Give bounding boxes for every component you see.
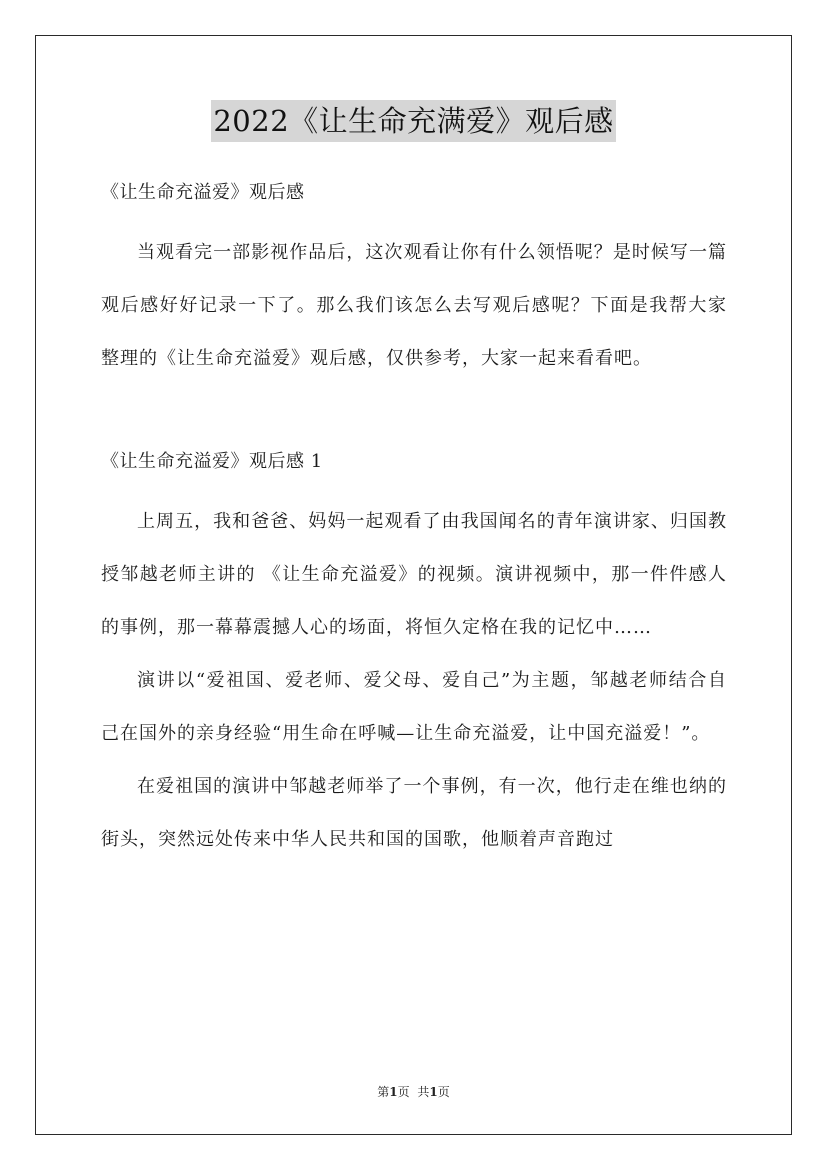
total-pages: 1 <box>429 1085 438 1099</box>
intro-paragraph: 当观看完一部影视作品后，这次观看让你有什么领悟呢？是时候写一篇观后感好好记录一下了。那么我们该怎么去写观后感呢？下面是我帮大家整理的《让生命充溢爱》观后感，仅供参考，大家一起来看看吧。 <box>101 242 727 369</box>
title-container <box>0 100 827 142</box>
body-paragraph: 演讲以“爱祖国、爱老师、爱父母、爱自己”为主题，邹越老师结合自己在国外的亲身经验“用生命在呼喊—让生命充溢爱，让中国充溢爱！”。 <box>101 670 727 744</box>
body-paragraph: 在爱祖国的演讲中邹越老师举了一个事例，有一次，他行走在维也纳的街头，突然远处传来中华人民共和国的国歌，他顺着声音跑过 <box>101 776 727 850</box>
page-footer <box>0 1084 827 1100</box>
page-suffix: 页 <box>397 1085 410 1099</box>
total-prefix: 共 <box>417 1085 430 1099</box>
section-heading: 《让生命充溢爱》观后感 1 <box>101 451 323 472</box>
document-body <box>101 178 727 866</box>
intro-heading: 《让生命充溢爱》观后感 <box>101 182 305 203</box>
total-suffix: 页 <box>437 1085 450 1099</box>
page-number: 1 <box>389 1085 398 1099</box>
body-paragraph: 上周五，我和爸爸、妈妈一起观看了由我国闻名的青年演讲家、归国教授邹越老师主讲的 《让生命充溢爱》的视频。演讲视频中，那一件件感人的事例，那一幕幕震撼人心的场面，将恒久定格在我的记忆中…… <box>101 511 727 638</box>
page-prefix: 第 <box>377 1085 390 1099</box>
document-title: 2022《让生命充满爱》观后感 <box>211 100 615 142</box>
